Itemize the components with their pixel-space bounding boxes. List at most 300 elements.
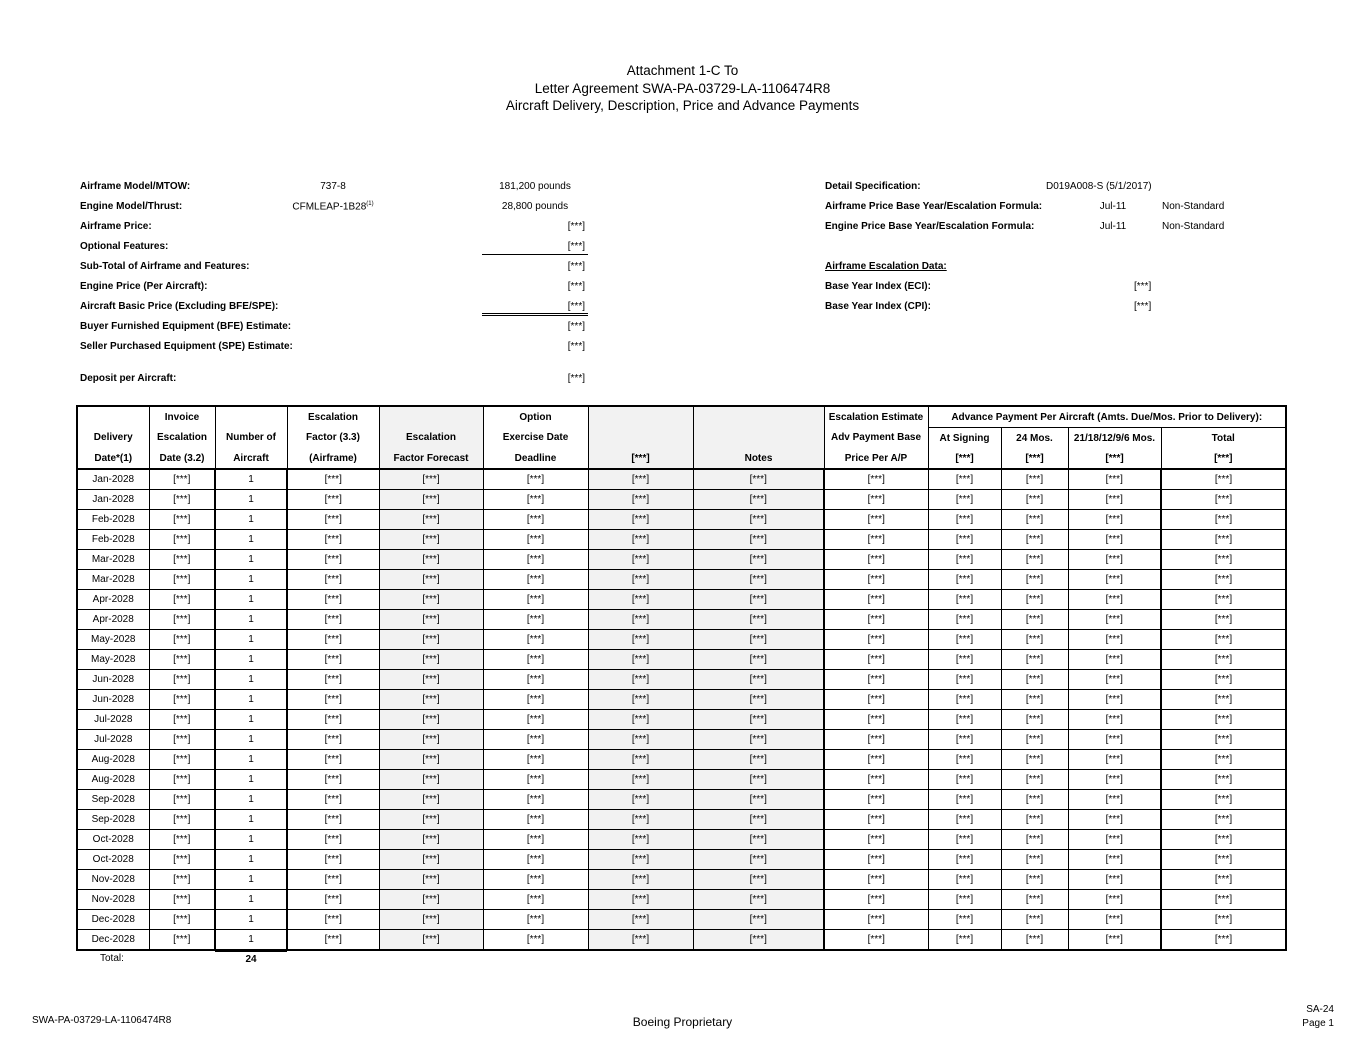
cell-redacted: [***] bbox=[287, 870, 379, 890]
cell-redacted: [***] bbox=[928, 469, 1001, 490]
header-redacted-2 bbox=[588, 428, 693, 449]
cell-delivery-date: Sep-2028 bbox=[77, 790, 149, 810]
cell-aircraft-count: 1 bbox=[215, 890, 287, 910]
cell-redacted: [***] bbox=[1001, 930, 1068, 951]
cell-redacted: [***] bbox=[693, 930, 824, 951]
cell-redacted: [***] bbox=[483, 890, 588, 910]
spec-label-engine-model: Engine Model/Thrust: bbox=[80, 201, 183, 212]
cell-delivery-date: Jun-2028 bbox=[77, 670, 149, 690]
cell-redacted: [***] bbox=[588, 890, 693, 910]
cell-aircraft-count: 1 bbox=[215, 610, 287, 630]
spec-value-detail-spec: D019A008-S (5/1/2017) bbox=[1046, 181, 1152, 192]
cell-redacted: [***] bbox=[1001, 890, 1068, 910]
spec-value-subtotal: [***] bbox=[567, 261, 585, 272]
cell-redacted: [***] bbox=[928, 510, 1001, 530]
cell-redacted: [***] bbox=[149, 590, 215, 610]
cell-redacted: [***] bbox=[1068, 930, 1161, 951]
spec-label-optional-features: Optional Features: bbox=[80, 241, 169, 252]
basic-price-double-rule bbox=[482, 313, 588, 316]
header-notes-3: Notes bbox=[693, 448, 824, 469]
cell-redacted: [***] bbox=[1068, 570, 1161, 590]
cell-redacted: [***] bbox=[483, 790, 588, 810]
cell-redacted: [***] bbox=[928, 750, 1001, 770]
cell-redacted: [***] bbox=[287, 590, 379, 610]
cell-redacted: [***] bbox=[287, 670, 379, 690]
spec-value-bfe: [***] bbox=[567, 321, 585, 332]
spec-value-engine-base-year: Jul-11 bbox=[1099, 221, 1127, 232]
spec-value-thrust: 28,800 pounds bbox=[501, 201, 569, 212]
spec-value-engine-formula: Non-Standard bbox=[1162, 221, 1225, 232]
cell-redacted: [***] bbox=[1068, 750, 1161, 770]
cell-redacted: [***] bbox=[1161, 530, 1286, 550]
cell-redacted: [***] bbox=[693, 770, 824, 790]
cell-redacted: [***] bbox=[483, 650, 588, 670]
cell-redacted: [***] bbox=[379, 650, 483, 670]
cell-redacted: [***] bbox=[379, 550, 483, 570]
cell-aircraft-count: 1 bbox=[215, 530, 287, 550]
cell-aircraft-count: 1 bbox=[215, 770, 287, 790]
table-row bbox=[77, 890, 1286, 910]
cell-redacted: [***] bbox=[1001, 810, 1068, 830]
cell-redacted: [***] bbox=[588, 810, 693, 830]
cell-redacted: [***] bbox=[149, 490, 215, 510]
spec-label-bfe: Buyer Furnished Equipment (BFE) Estimate: bbox=[80, 321, 292, 332]
cell-redacted: [***] bbox=[1068, 550, 1161, 570]
cell-redacted: [***] bbox=[824, 910, 928, 930]
cell-redacted: [***] bbox=[588, 710, 693, 730]
header-option-2: Exercise Date bbox=[483, 428, 588, 449]
cell-redacted: [***] bbox=[824, 530, 928, 550]
cell-redacted: [***] bbox=[379, 510, 483, 530]
cell-redacted: [***] bbox=[928, 850, 1001, 870]
table-row bbox=[77, 830, 1286, 850]
cell-redacted: [***] bbox=[483, 490, 588, 510]
engine-model-footnote: (1) bbox=[366, 201, 374, 207]
header-notes-2 bbox=[693, 428, 824, 449]
cell-redacted: [***] bbox=[1001, 590, 1068, 610]
table-row bbox=[77, 750, 1286, 770]
header-notes-1 bbox=[693, 406, 824, 428]
spec-value-basic-price: [***] bbox=[567, 301, 585, 312]
cell-redacted: [***] bbox=[1068, 610, 1161, 630]
cell-redacted: [***] bbox=[1161, 670, 1286, 690]
cell-redacted: [***] bbox=[379, 910, 483, 930]
cell-redacted: [***] bbox=[588, 690, 693, 710]
cell-redacted: [***] bbox=[693, 530, 824, 550]
cell-redacted: [***] bbox=[287, 850, 379, 870]
cell-redacted: [***] bbox=[928, 910, 1001, 930]
table-row bbox=[77, 550, 1286, 570]
cell-redacted: [***] bbox=[149, 870, 215, 890]
header-number-2: Number of bbox=[215, 428, 287, 449]
title-line-1: Attachment 1-C To bbox=[626, 63, 739, 78]
cell-redacted: [***] bbox=[149, 530, 215, 550]
cell-delivery-date: Oct-2028 bbox=[77, 830, 149, 850]
cell-redacted: [***] bbox=[588, 730, 693, 750]
engine-model-text: CFMLEAP-1B28 bbox=[292, 201, 367, 213]
spec-label-airframe-price: Airframe Price: bbox=[80, 221, 152, 232]
cell-redacted: [***] bbox=[287, 490, 379, 510]
cell-redacted: [***] bbox=[824, 710, 928, 730]
table-row bbox=[77, 570, 1286, 590]
cell-redacted: [***] bbox=[693, 890, 824, 910]
spec-label-cpi: Base Year Index (CPI): bbox=[825, 301, 931, 312]
cell-aircraft-count: 1 bbox=[215, 490, 287, 510]
cell-delivery-date: Oct-2028 bbox=[77, 850, 149, 870]
cell-redacted: [***] bbox=[693, 469, 824, 490]
cell-redacted: [***] bbox=[149, 850, 215, 870]
cell-redacted: [***] bbox=[1161, 570, 1286, 590]
cell-redacted: [***] bbox=[149, 790, 215, 810]
spec-label-engine-price: Engine Price (Per Aircraft): bbox=[80, 281, 208, 292]
cell-redacted: [***] bbox=[1001, 770, 1068, 790]
cell-redacted: [***] bbox=[693, 590, 824, 610]
title-line-3: Aircraft Delivery, Description, Price and Advance Payments bbox=[505, 98, 860, 113]
header-option-1: Option bbox=[483, 406, 588, 428]
header-invoice-2: Escalation bbox=[149, 428, 215, 449]
cell-redacted: [***] bbox=[824, 670, 928, 690]
title-line-2: Letter Agreement SWA-PA-03729-LA-1106474R8 bbox=[534, 80, 831, 96]
cell-redacted: [***] bbox=[379, 670, 483, 690]
cell-redacted: [***] bbox=[1068, 490, 1161, 510]
cell-redacted: [***] bbox=[693, 850, 824, 870]
cell-redacted: [***] bbox=[824, 490, 928, 510]
header-delivery-1 bbox=[77, 406, 149, 428]
cell-aircraft-count: 1 bbox=[215, 550, 287, 570]
header-esc-estimate-3: Price Per A/P bbox=[824, 448, 928, 469]
footer-proprietary: Boeing Proprietary bbox=[632, 1015, 733, 1029]
cell-redacted: [***] bbox=[928, 610, 1001, 630]
cell-redacted: [***] bbox=[693, 830, 824, 850]
cell-redacted: [***] bbox=[1068, 670, 1161, 690]
cell-redacted: [***] bbox=[693, 510, 824, 530]
cell-redacted: [***] bbox=[1001, 710, 1068, 730]
cell-redacted: [***] bbox=[824, 730, 928, 750]
cell-redacted: [***] bbox=[928, 630, 1001, 650]
header-21-mos: 21/18/12/9/6 Mos. bbox=[1068, 428, 1161, 449]
cell-redacted: [***] bbox=[1001, 650, 1068, 670]
cell-redacted: [***] bbox=[483, 770, 588, 790]
cell-redacted: [***] bbox=[824, 790, 928, 810]
cell-redacted: [***] bbox=[379, 730, 483, 750]
cell-redacted: [***] bbox=[588, 510, 693, 530]
cell-redacted: [***] bbox=[149, 550, 215, 570]
cell-redacted: [***] bbox=[379, 710, 483, 730]
header-at-signing-2: [***] bbox=[928, 448, 1001, 469]
cell-aircraft-count: 1 bbox=[215, 690, 287, 710]
cell-redacted: [***] bbox=[928, 730, 1001, 750]
cell-redacted: [***] bbox=[1001, 510, 1068, 530]
header-number-1 bbox=[215, 406, 287, 428]
cell-redacted: [***] bbox=[483, 730, 588, 750]
cell-aircraft-count: 1 bbox=[215, 830, 287, 850]
cell-redacted: [***] bbox=[693, 690, 824, 710]
cell-delivery-date: Sep-2028 bbox=[77, 810, 149, 830]
cell-redacted: [***] bbox=[928, 530, 1001, 550]
cell-redacted: [***] bbox=[483, 850, 588, 870]
cell-redacted: [***] bbox=[588, 590, 693, 610]
cell-redacted: [***] bbox=[824, 690, 928, 710]
cell-aircraft-count: 1 bbox=[215, 590, 287, 610]
cell-redacted: [***] bbox=[588, 570, 693, 590]
table-row bbox=[77, 469, 1286, 490]
cell-aircraft-count: 1 bbox=[215, 850, 287, 870]
spec-value-airframe-base-year: Jul-11 bbox=[1099, 201, 1127, 212]
cell-redacted: [***] bbox=[1068, 810, 1161, 830]
cell-redacted: [***] bbox=[1161, 910, 1286, 930]
cell-redacted: [***] bbox=[379, 870, 483, 890]
cell-redacted: [***] bbox=[1001, 670, 1068, 690]
cell-redacted: [***] bbox=[588, 630, 693, 650]
cell-redacted: [***] bbox=[1161, 690, 1286, 710]
cell-redacted: [***] bbox=[1161, 590, 1286, 610]
cell-redacted: [***] bbox=[1161, 930, 1286, 951]
table-row bbox=[77, 810, 1286, 830]
table-row bbox=[77, 730, 1286, 750]
header-option-3: Deadline bbox=[483, 448, 588, 469]
spec-value-airframe-formula: Non-Standard bbox=[1162, 201, 1225, 212]
spec-label-detail-spec: Detail Specification: bbox=[825, 181, 921, 192]
cell-redacted: [***] bbox=[1001, 530, 1068, 550]
cell-delivery-date: Dec-2028 bbox=[77, 910, 149, 930]
header-delivery-3: Date*(1) bbox=[77, 448, 149, 469]
spec-label-deposit: Deposit per Aircraft: bbox=[80, 373, 177, 384]
header-at-signing: At Signing bbox=[928, 428, 1001, 449]
cell-redacted: [***] bbox=[1068, 730, 1161, 750]
cell-redacted: [***] bbox=[287, 790, 379, 810]
cell-redacted: [***] bbox=[1161, 650, 1286, 670]
footer-document-id: SWA-PA-03729-LA-1106474R8 bbox=[32, 1015, 172, 1026]
cell-redacted: [***] bbox=[1001, 570, 1068, 590]
cell-redacted: [***] bbox=[588, 750, 693, 770]
cell-redacted: [***] bbox=[483, 469, 588, 490]
cell-redacted: [***] bbox=[588, 550, 693, 570]
cell-redacted: [***] bbox=[1001, 850, 1068, 870]
spec-value-engine-model bbox=[280, 201, 386, 212]
cell-redacted: [***] bbox=[693, 650, 824, 670]
delivery-table bbox=[76, 405, 1287, 951]
cell-redacted: [***] bbox=[693, 810, 824, 830]
cell-redacted: [***] bbox=[928, 550, 1001, 570]
table-row bbox=[77, 850, 1286, 870]
cell-redacted: [***] bbox=[483, 690, 588, 710]
cell-redacted: [***] bbox=[149, 770, 215, 790]
cell-redacted: [***] bbox=[379, 890, 483, 910]
cell-redacted: [***] bbox=[928, 870, 1001, 890]
cell-redacted: [***] bbox=[693, 790, 824, 810]
table-row bbox=[77, 630, 1286, 650]
cell-redacted: [***] bbox=[1001, 610, 1068, 630]
cell-redacted: [***] bbox=[379, 690, 483, 710]
header-redacted-3: [***] bbox=[588, 448, 693, 469]
cell-redacted: [***] bbox=[588, 670, 693, 690]
spec-value-optional-features: [***] bbox=[567, 241, 585, 252]
header-escalation-factor-3: (Airframe) bbox=[287, 448, 379, 469]
cell-redacted: [***] bbox=[824, 810, 928, 830]
cell-redacted: [***] bbox=[1068, 469, 1161, 490]
cell-redacted: [***] bbox=[588, 650, 693, 670]
cell-redacted: [***] bbox=[287, 610, 379, 630]
cell-redacted: [***] bbox=[1001, 690, 1068, 710]
cell-redacted: [***] bbox=[588, 830, 693, 850]
cell-redacted: [***] bbox=[287, 930, 379, 951]
cell-redacted: [***] bbox=[1161, 830, 1286, 850]
cell-aircraft-count: 1 bbox=[215, 930, 287, 951]
spec-label-escalation-data: Airframe Escalation Data: bbox=[825, 261, 947, 272]
cell-redacted: [***] bbox=[1161, 750, 1286, 770]
table-row bbox=[77, 610, 1286, 630]
cell-aircraft-count: 1 bbox=[215, 790, 287, 810]
footer-page: Page 1 bbox=[1302, 1018, 1334, 1029]
cell-redacted: [***] bbox=[1161, 490, 1286, 510]
cell-delivery-date: Dec-2028 bbox=[77, 930, 149, 951]
total-label: Total: bbox=[100, 953, 124, 964]
cell-delivery-date: May-2028 bbox=[77, 630, 149, 650]
cell-delivery-date: Jun-2028 bbox=[77, 690, 149, 710]
cell-redacted: [***] bbox=[928, 650, 1001, 670]
cell-redacted: [***] bbox=[379, 930, 483, 951]
cell-redacted: [***] bbox=[693, 550, 824, 570]
cell-redacted: [***] bbox=[287, 469, 379, 490]
header-esc-estimate-1: Escalation Estimate bbox=[824, 406, 928, 428]
cell-redacted: [***] bbox=[483, 570, 588, 590]
cell-redacted: [***] bbox=[928, 590, 1001, 610]
cell-redacted: [***] bbox=[149, 650, 215, 670]
spec-value-airframe-price: [***] bbox=[567, 221, 585, 232]
cell-redacted: [***] bbox=[287, 630, 379, 650]
cell-redacted: [***] bbox=[693, 750, 824, 770]
cell-redacted: [***] bbox=[149, 670, 215, 690]
header-number-3: Aircraft bbox=[215, 448, 287, 469]
cell-redacted: [***] bbox=[928, 790, 1001, 810]
cell-redacted: [***] bbox=[287, 750, 379, 770]
cell-delivery-date: Jan-2028 bbox=[77, 469, 149, 490]
cell-redacted: [***] bbox=[1161, 630, 1286, 650]
cell-redacted: [***] bbox=[149, 570, 215, 590]
cell-redacted: [***] bbox=[928, 830, 1001, 850]
cell-redacted: [***] bbox=[1068, 710, 1161, 730]
cell-redacted: [***] bbox=[379, 630, 483, 650]
cell-aircraft-count: 1 bbox=[215, 630, 287, 650]
cell-redacted: [***] bbox=[379, 850, 483, 870]
cell-redacted: [***] bbox=[1068, 690, 1161, 710]
cell-redacted: [***] bbox=[149, 510, 215, 530]
cell-redacted: [***] bbox=[824, 870, 928, 890]
cell-redacted: [***] bbox=[824, 550, 928, 570]
cell-redacted: [***] bbox=[1068, 910, 1161, 930]
table-row bbox=[77, 710, 1286, 730]
cell-redacted: [***] bbox=[379, 590, 483, 610]
cell-redacted: [***] bbox=[824, 750, 928, 770]
cell-redacted: [***] bbox=[483, 530, 588, 550]
cell-redacted: [***] bbox=[1161, 510, 1286, 530]
cell-redacted: [***] bbox=[149, 830, 215, 850]
cell-redacted: [***] bbox=[1161, 810, 1286, 830]
header-24-mos-2: [***] bbox=[1001, 448, 1068, 469]
cell-redacted: [***] bbox=[483, 870, 588, 890]
cell-delivery-date: Feb-2028 bbox=[77, 510, 149, 530]
cell-redacted: [***] bbox=[588, 790, 693, 810]
cell-aircraft-count: 1 bbox=[215, 910, 287, 930]
cell-delivery-date: Nov-2028 bbox=[77, 890, 149, 910]
cell-redacted: [***] bbox=[1161, 870, 1286, 890]
cell-aircraft-count: 1 bbox=[215, 670, 287, 690]
cell-redacted: [***] bbox=[824, 610, 928, 630]
footer-sa: SA-24 bbox=[1306, 1004, 1334, 1015]
total-aircraft-count: 24 bbox=[215, 950, 287, 965]
cell-delivery-date: Aug-2028 bbox=[77, 750, 149, 770]
cell-redacted: [***] bbox=[588, 490, 693, 510]
cell-delivery-date: Jul-2028 bbox=[77, 710, 149, 730]
cell-delivery-date: Feb-2028 bbox=[77, 530, 149, 550]
cell-redacted: [***] bbox=[1001, 550, 1068, 570]
cell-redacted: [***] bbox=[1001, 730, 1068, 750]
cell-redacted: [***] bbox=[1001, 870, 1068, 890]
cell-redacted: [***] bbox=[483, 750, 588, 770]
cell-redacted: [***] bbox=[1161, 850, 1286, 870]
cell-redacted: [***] bbox=[824, 650, 928, 670]
header-esc-estimate-2: Adv Payment Base bbox=[824, 428, 928, 449]
cell-redacted: [***] bbox=[483, 630, 588, 650]
cell-redacted: [***] bbox=[588, 469, 693, 490]
cell-aircraft-count: 1 bbox=[215, 730, 287, 750]
cell-redacted: [***] bbox=[928, 670, 1001, 690]
cell-redacted: [***] bbox=[287, 530, 379, 550]
cell-redacted: [***] bbox=[379, 530, 483, 550]
cell-redacted: [***] bbox=[287, 830, 379, 850]
cell-redacted: [***] bbox=[824, 469, 928, 490]
header-total-2: [***] bbox=[1161, 448, 1286, 469]
spec-value-mtow: 181,200 pounds bbox=[499, 181, 571, 192]
cell-redacted: [***] bbox=[693, 910, 824, 930]
cell-redacted: [***] bbox=[149, 730, 215, 750]
cell-redacted: [***] bbox=[824, 630, 928, 650]
cell-redacted: [***] bbox=[1161, 469, 1286, 490]
cell-redacted: [***] bbox=[149, 710, 215, 730]
spec-value-cpi: [***] bbox=[1134, 301, 1152, 312]
spec-label-spe: Seller Purchased Equipment (SPE) Estimate: bbox=[80, 341, 293, 352]
cell-redacted: [***] bbox=[287, 510, 379, 530]
cell-redacted: [***] bbox=[149, 690, 215, 710]
spec-value-spe: [***] bbox=[567, 341, 585, 352]
cell-redacted: [***] bbox=[379, 469, 483, 490]
cell-redacted: [***] bbox=[483, 610, 588, 630]
document-title bbox=[0, 62, 1365, 115]
cell-delivery-date: Aug-2028 bbox=[77, 770, 149, 790]
cell-delivery-date: Apr-2028 bbox=[77, 590, 149, 610]
cell-redacted: [***] bbox=[379, 810, 483, 830]
cell-redacted: [***] bbox=[287, 650, 379, 670]
cell-redacted: [***] bbox=[693, 630, 824, 650]
cell-redacted: [***] bbox=[928, 710, 1001, 730]
header-24-mos: 24 Mos. bbox=[1001, 428, 1068, 449]
cell-redacted: [***] bbox=[928, 690, 1001, 710]
spec-value-eci: [***] bbox=[1134, 281, 1152, 292]
cell-redacted: [***] bbox=[1161, 730, 1286, 750]
cell-redacted: [***] bbox=[1001, 630, 1068, 650]
table-row bbox=[77, 490, 1286, 510]
cell-redacted: [***] bbox=[483, 830, 588, 850]
cell-redacted: [***] bbox=[149, 630, 215, 650]
table-row bbox=[77, 650, 1286, 670]
cell-redacted: [***] bbox=[1001, 490, 1068, 510]
cell-redacted: [***] bbox=[149, 750, 215, 770]
cell-redacted: [***] bbox=[588, 910, 693, 930]
cell-redacted: [***] bbox=[1068, 530, 1161, 550]
cell-redacted: [***] bbox=[1068, 510, 1161, 530]
cell-redacted: [***] bbox=[588, 870, 693, 890]
header-factor-forecast-1 bbox=[379, 406, 483, 428]
